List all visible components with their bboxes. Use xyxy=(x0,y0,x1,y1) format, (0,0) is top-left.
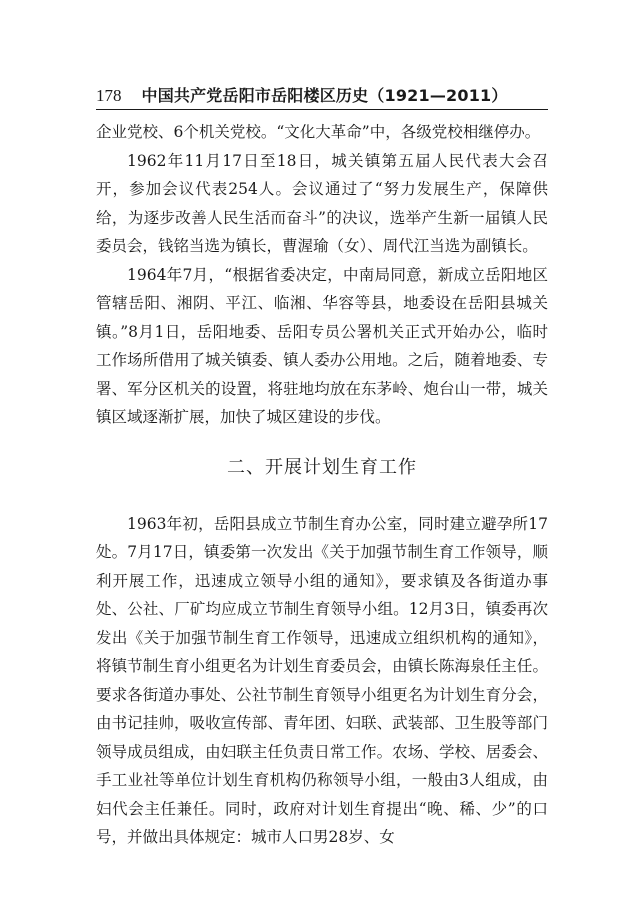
paragraph-1964-prefecture: 1964年7月，“根据省委决定，中南局同意，新成立岳阳地区管辖岳阳、湘阴、平江、临湘、华容等县，地委设在岳阳县城关镇。”8月1日，岳阳地委、岳阳专员公署机关正式开始办公，临时工作场所借用了城关镇委、镇人委办公用地。之后，随着地委、专署、军分区机关的设置，将驻地均放在东茅岭、炮台山一带，城关镇区域逐渐扩展，加快了城区建设的步伐。 xyxy=(96,265,548,426)
running-title: 中国共产党岳阳市岳阳楼区历史（1921—2011） xyxy=(141,86,508,105)
book-page xyxy=(96,0,548,907)
section-title: 二、开展计划生育工作 xyxy=(227,456,417,478)
paragraph-1962-congress: 1962年11月17日至18日，城关镇第五届人民代表大会召开，参加会议代表254人。会议通过了“努力发展生产，保障供给，为逐步改善人民生活而奋斗”的决议，选举产生新一届镇人民委员会，钱铭当选为镇长，曹渥瑜（女）、周代江当选为副镇长。 xyxy=(96,151,548,255)
paragraph-continued: 企业党校、6个机关党校。“文化大革命”中，各级党校相继停办。 xyxy=(96,123,541,141)
page-number: 178 xyxy=(96,86,122,105)
body-text xyxy=(96,118,548,852)
page-header xyxy=(96,82,548,106)
paragraph-1963-birth-control: 1963年初，岳阳县成立节制生育办公室，同时建立避孕所17处。7月17日，镇委第一次发出《关于加强节制生育工作领导，顺利开展工作，迅速成立领导小组的通知》，要求镇及各街道办事处、公社、厂矿均应成立节制生育领导小组。12月3日，镇委再次发出《关于加强节制生育工作领导，迅速成立组织机构的通知》，将镇节制生育小组更名为计划生育委员会，由镇长陈海泉任主任。要求各街道办事处、公社节制生育领导小组更名为计划生育分会，由书记挂帅，吸收宣传部、青年团、妇联、武装部、卫生股等部门领导成员组成，由妇联主任负责日常工作。农场、学校、居委会、手工业社等单位计划生育机构仍称领导小组，一般由3人组成，由妇代会主任兼任。同时，政府对计划生育提出“晚、稀、少”的口号，并做出具体规定：城市人口男28岁、女 xyxy=(96,514,548,846)
header-rule xyxy=(96,109,548,110)
